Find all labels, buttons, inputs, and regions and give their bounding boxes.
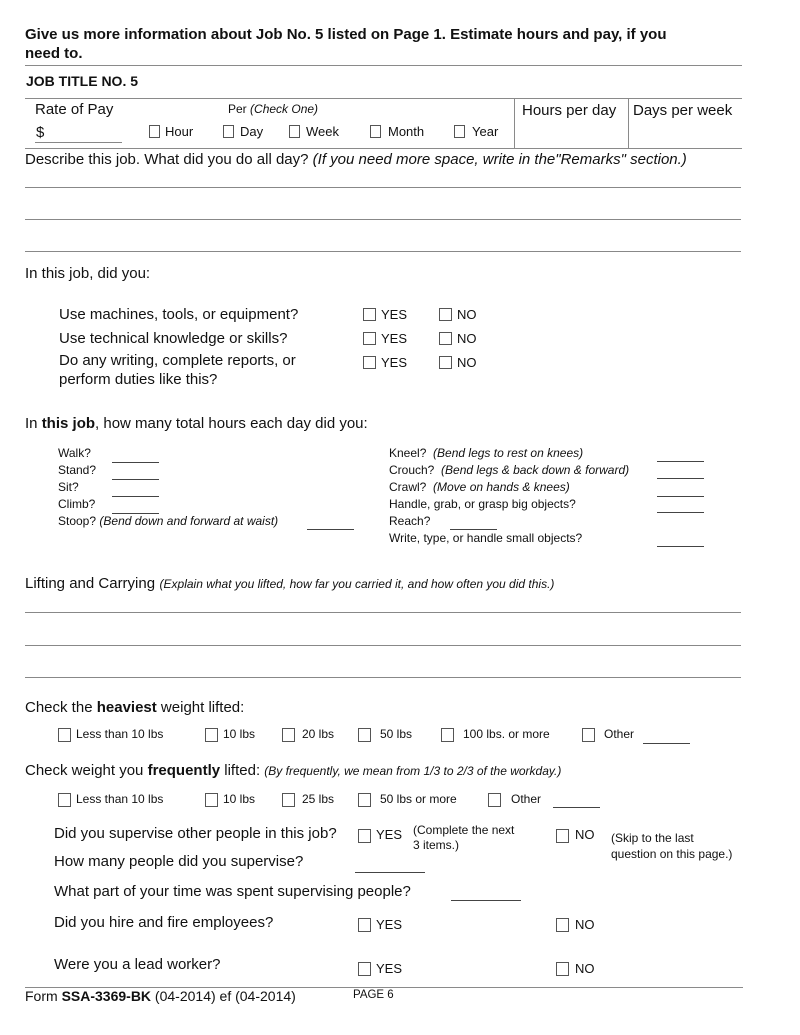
frequent-less-than-10-checkbox[interactable]: [58, 793, 71, 807]
crawl-hours-input[interactable]: [657, 496, 704, 497]
hours-heading-pre: In: [25, 415, 42, 432]
lifting-line-3[interactable]: [25, 677, 741, 678]
writing-no-checkbox[interactable]: [439, 356, 452, 369]
supervise-yes-note-line-2: 3 items.): [413, 838, 460, 852]
heaviest-other-input[interactable]: [643, 743, 690, 744]
pay-table-top-border: [25, 98, 742, 99]
heaviest-20-checkbox[interactable]: [282, 728, 295, 742]
per-hour-label: Hour: [165, 124, 194, 139]
frequent-heading: [25, 762, 561, 779]
writing-yes-label: YES: [381, 355, 408, 370]
hire-fire-no-label: NO: [575, 917, 595, 932]
divider: [25, 65, 742, 66]
lifting-label: Lifting and Carrying: [25, 575, 156, 592]
frequent-25-checkbox[interactable]: [282, 793, 295, 807]
frequent-hint: (By frequently, we mean from 1/3 to 2/3 of the workday.): [264, 764, 562, 778]
supervise-no-checkbox[interactable]: [556, 829, 569, 843]
per-month-checkbox[interactable]: [370, 125, 381, 138]
per-year-checkbox[interactable]: [454, 125, 465, 138]
crawl-label-text: Crawl?: [389, 480, 427, 494]
writing-yes-checkbox[interactable]: [363, 356, 376, 369]
hire-fire-yes-label: YES: [376, 917, 403, 932]
describe-hint: (If you need more space, write in the"Remarks" section.): [312, 151, 687, 168]
stoop-hours-input[interactable]: [307, 529, 354, 530]
how-many-supervised-input[interactable]: [355, 872, 425, 873]
technical-question: Use technical knowledge or skills?: [59, 330, 288, 347]
stoop-hint: (Bend down and forward at waist): [99, 514, 279, 528]
heaviest-10-checkbox[interactable]: [205, 728, 218, 742]
pay-table-divider: [628, 99, 629, 148]
describe-prompt-text: Describe this job. What did you do all day?: [25, 151, 309, 168]
describe-line-2[interactable]: [25, 219, 741, 220]
lead-worker-no-checkbox[interactable]: [556, 962, 569, 976]
rate-of-pay-label: Rate of Pay: [35, 101, 114, 118]
hire-fire-no-checkbox[interactable]: [556, 918, 569, 932]
form-date: (04-2014) ef (04-2014): [151, 988, 296, 1004]
hours-per-day-input[interactable]: [516, 120, 626, 146]
machines-yes-checkbox[interactable]: [363, 308, 376, 321]
supervise-question: Did you supervise other people in this job?: [54, 825, 337, 842]
kneel-hint: (Bend legs to rest on knees): [433, 446, 584, 460]
lifting-line-2[interactable]: [25, 645, 741, 646]
hours-heading-post: , how many total hours each day did you:: [95, 415, 368, 432]
per-hint: (Check One): [250, 102, 319, 116]
supervise-yes-checkbox[interactable]: [358, 829, 371, 843]
days-per-week-label: Days per week: [633, 102, 733, 119]
supervise-yes-note-line-1: (Complete the next: [413, 823, 515, 837]
crouch-label: [389, 463, 629, 477]
hours-heading-bold: this job: [41, 415, 96, 432]
supervise-no-note-line-1: (Skip to the last: [611, 831, 694, 845]
frequent-less-than-10-label: Less than 10 lbs: [76, 792, 164, 806]
per-day-checkbox[interactable]: [223, 125, 234, 138]
heaviest-other-checkbox[interactable]: [582, 728, 595, 742]
frequent-50-label: 50 lbs or more: [380, 792, 457, 806]
form-number: SSA-3369-BK: [61, 988, 152, 1004]
lead-worker-question: Were you a lead worker?: [54, 956, 221, 973]
stand-label: Stand?: [58, 463, 97, 477]
supervise-no-label: NO: [575, 827, 595, 842]
walk-hours-input[interactable]: [112, 462, 159, 463]
kneel-hours-input[interactable]: [657, 461, 704, 462]
describe-line-1[interactable]: [25, 187, 741, 188]
machines-yes-label: YES: [381, 307, 408, 322]
heaviest-heading: [25, 699, 244, 716]
handle-label: Handle, grab, or grasp big objects?: [389, 497, 576, 511]
heaviest-less-than-10-label: Less than 10 lbs: [76, 727, 164, 741]
form-id: [25, 988, 296, 1004]
lifting-line-1[interactable]: [25, 612, 741, 613]
hours-per-day-label: Hours per day: [522, 102, 617, 119]
per-week-checkbox[interactable]: [289, 125, 300, 138]
write-type-hours-input[interactable]: [657, 546, 704, 547]
frequent-heading-bold: frequently: [147, 762, 221, 779]
crawl-label: [389, 480, 570, 494]
crawl-hint: (Move on hands & knees): [433, 480, 570, 494]
write-type-label: Write, type, or handle small objects?: [389, 531, 583, 545]
frequent-25-label: 25 lbs: [302, 792, 335, 806]
kneel-label-text: Kneel?: [389, 446, 427, 460]
hours-heading: [25, 415, 368, 432]
technical-yes-label: YES: [381, 331, 408, 346]
per-day-label: Day: [240, 124, 264, 139]
heaviest-20-label: 20 lbs: [302, 727, 335, 741]
heaviest-100-checkbox[interactable]: [441, 728, 454, 742]
stoop-label: [58, 514, 278, 528]
lead-worker-yes-checkbox[interactable]: [358, 962, 371, 976]
per-week-label: Week: [306, 124, 339, 139]
instructions-line-1: Give us more information about Job No. 5 listed on Page 1. Estimate hours and pay, if you: [25, 26, 667, 43]
machines-no-checkbox[interactable]: [439, 308, 452, 321]
hire-fire-yes-checkbox[interactable]: [358, 918, 371, 932]
lead-worker-yes-label: YES: [376, 961, 403, 976]
writing-no-label: NO: [457, 355, 477, 370]
days-per-week-input[interactable]: [630, 120, 740, 146]
frequent-other-input[interactable]: [553, 807, 600, 808]
sit-label: Sit?: [58, 480, 79, 494]
describe-line-3[interactable]: [25, 251, 741, 252]
frequent-heading-pre: Check weight you: [25, 762, 148, 779]
frequent-10-label: 10 lbs: [223, 792, 256, 806]
technical-no-label: NO: [457, 331, 477, 346]
dollar-sign: $: [36, 124, 45, 141]
heaviest-50-checkbox[interactable]: [358, 728, 371, 742]
writing-question-line-2: perform duties like this?: [59, 371, 218, 388]
technical-yes-checkbox[interactable]: [363, 332, 376, 345]
machines-question: Use machines, tools, or equipment?: [59, 306, 299, 323]
form-prefix: Form: [25, 988, 62, 1004]
crouch-label-text: Crouch?: [389, 463, 435, 477]
crouch-hint: (Bend legs & back down & forward): [441, 463, 630, 477]
frequent-heading-post: lifted:: [220, 762, 261, 779]
heaviest-heading-bold: heaviest: [96, 699, 157, 716]
heaviest-heading-post: weight lifted:: [156, 699, 245, 716]
per-month-label: Month: [388, 124, 425, 139]
sit-hours-input[interactable]: [112, 496, 159, 497]
heaviest-other-label: Other: [604, 727, 635, 741]
heaviest-10-label: 10 lbs: [223, 727, 256, 741]
kneel-label: [389, 446, 583, 460]
technical-no-checkbox[interactable]: [439, 332, 452, 345]
frequent-50-checkbox[interactable]: [358, 793, 371, 807]
rate-of-pay-input[interactable]: [35, 142, 122, 143]
supervise-yes-label: YES: [376, 827, 403, 842]
time-supervising-label: What part of your time was spent supervising people?: [54, 883, 411, 900]
describe-prompt: [25, 151, 687, 168]
per-text: Per: [228, 102, 247, 116]
walk-label: Walk?: [58, 446, 91, 460]
pay-table-divider: [514, 99, 515, 148]
crouch-hours-input[interactable]: [657, 478, 704, 479]
page-number: PAGE 6: [353, 989, 394, 1001]
reach-hours-input[interactable]: [450, 529, 497, 530]
reach-label: Reach?: [389, 514, 431, 528]
hire-fire-question: Did you hire and fire employees?: [54, 914, 274, 931]
per-hour-checkbox[interactable]: [149, 125, 160, 138]
heaviest-50-label: 50 lbs: [380, 727, 413, 741]
stoop-label-text: Stoop?: [58, 514, 97, 528]
per-label: [228, 102, 318, 116]
did-you-heading: In this job, did you:: [25, 265, 151, 282]
machines-no-label: NO: [457, 307, 477, 322]
time-supervising-input[interactable]: [451, 900, 521, 901]
instructions-line-2: need to.: [25, 45, 83, 62]
stand-hours-input[interactable]: [112, 479, 159, 480]
job-title-label: JOB TITLE NO. 5: [26, 73, 139, 89]
pay-table-bottom-border: [25, 148, 742, 149]
lifting-heading: [25, 575, 554, 593]
heaviest-less-than-10-checkbox[interactable]: [58, 728, 71, 742]
frequent-other-checkbox[interactable]: [488, 793, 501, 807]
heaviest-heading-pre: Check the: [25, 699, 97, 716]
writing-question-line-1: Do any writing, complete reports, or: [59, 352, 296, 369]
how-many-supervised-label: How many people did you supervise?: [54, 853, 304, 870]
climb-label: Climb?: [58, 497, 96, 511]
frequent-other-label: Other: [511, 792, 542, 806]
supervise-no-note-line-2: question on this page.): [611, 847, 733, 861]
lead-worker-no-label: NO: [575, 961, 595, 976]
frequent-10-checkbox[interactable]: [205, 793, 218, 807]
handle-hours-input[interactable]: [657, 512, 704, 513]
heaviest-100-label: 100 lbs. or more: [463, 727, 550, 741]
per-year-label: Year: [472, 124, 499, 139]
lifting-hint: (Explain what you lifted, how far you carried it, and how often you did this.): [159, 577, 555, 591]
